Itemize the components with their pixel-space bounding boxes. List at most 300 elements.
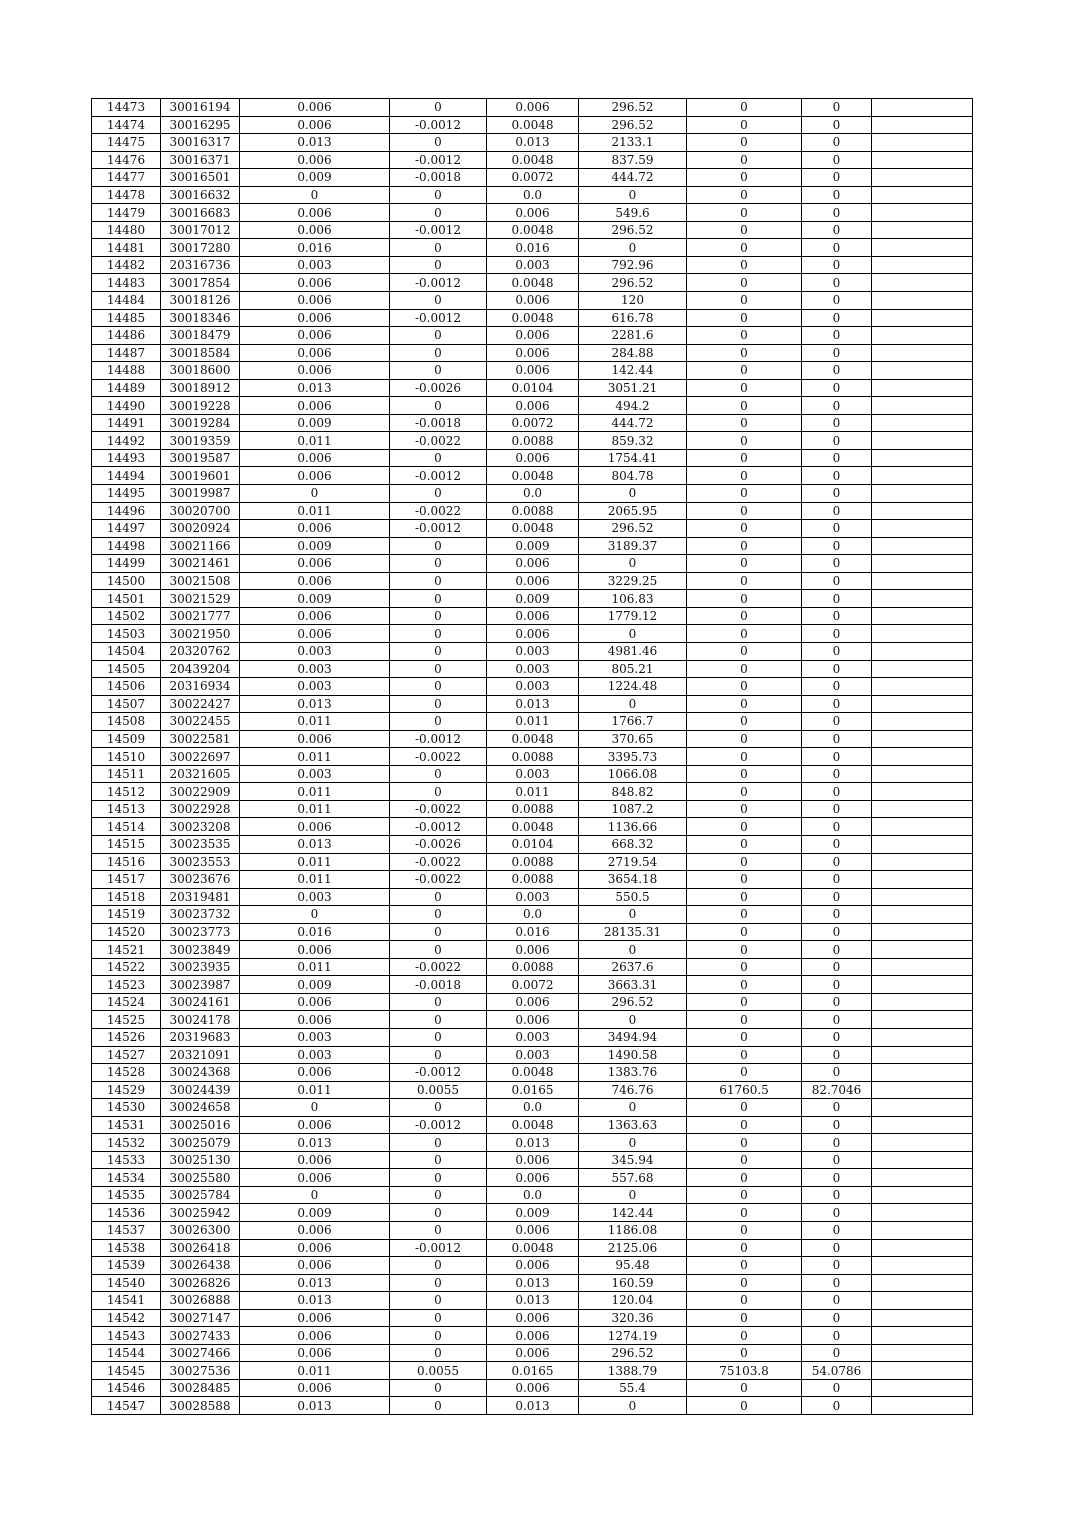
table-row	[92, 1081, 973, 1099]
cell-account-id: 30024178	[161, 1011, 240, 1029]
cell-row-number: 14500	[92, 572, 161, 590]
cell-adjustment: -0.0022	[390, 502, 487, 520]
cell-adjustment: 0	[390, 1274, 487, 1292]
cell-value-c: 0	[687, 1379, 802, 1397]
cell-value-d: 0	[802, 467, 872, 485]
cell-row-number: 14537	[92, 1222, 161, 1240]
cell-amount: 284.88	[579, 344, 687, 362]
cell-amount: 3654.18	[579, 871, 687, 889]
cell-blank	[872, 730, 973, 748]
cell-amount: 848.82	[579, 783, 687, 801]
cell-account-id: 30018584	[161, 344, 240, 362]
cell-account-id: 30016194	[161, 99, 240, 117]
cell-adjustment: -0.0012	[390, 1064, 487, 1082]
cell-row-number: 14541	[92, 1292, 161, 1310]
cell-value-a: 0.006	[240, 1257, 390, 1275]
table-row	[92, 309, 973, 327]
cell-value-a: 0.006	[240, 1116, 390, 1134]
cell-value-a: 0.006	[240, 362, 390, 380]
table-row	[92, 625, 973, 643]
cell-blank	[872, 432, 973, 450]
cell-amount: 1388.79	[579, 1362, 687, 1380]
cell-account-id: 30026438	[161, 1257, 240, 1275]
table-row	[92, 976, 973, 994]
cell-value-d: 0	[802, 1344, 872, 1362]
cell-adjustment: -0.0012	[390, 151, 487, 169]
cell-value-b: 0.013	[487, 1274, 579, 1292]
cell-value-a: 0.013	[240, 1274, 390, 1292]
cell-value-d: 0	[802, 853, 872, 871]
cell-row-number: 14478	[92, 186, 161, 204]
cell-amount: 0	[579, 186, 687, 204]
cell-value-b: 0.0048	[487, 1064, 579, 1082]
cell-amount: 2281.6	[579, 327, 687, 345]
cell-value-c: 0	[687, 941, 802, 959]
table-row	[92, 204, 973, 222]
cell-blank	[872, 800, 973, 818]
table-row	[92, 730, 973, 748]
cell-value-d: 0	[802, 695, 872, 713]
cell-value-d: 0	[802, 590, 872, 608]
cell-account-id: 30017012	[161, 221, 240, 239]
table-row	[92, 169, 973, 187]
cell-value-c: 0	[687, 1011, 802, 1029]
cell-adjustment: 0	[390, 362, 487, 380]
cell-adjustment: 0	[390, 1011, 487, 1029]
cell-amount: 296.52	[579, 520, 687, 538]
cell-value-a: 0.006	[240, 1169, 390, 1187]
cell-blank	[872, 976, 973, 994]
cell-row-number: 14506	[92, 678, 161, 696]
cell-value-d: 0	[802, 414, 872, 432]
cell-adjustment: 0	[390, 256, 487, 274]
cell-value-c: 0	[687, 871, 802, 889]
cell-value-b: 0.006	[487, 99, 579, 117]
cell-value-c: 0	[687, 695, 802, 713]
table-row	[92, 1204, 973, 1222]
cell-account-id: 30016683	[161, 204, 240, 222]
cell-value-b: 0.016	[487, 923, 579, 941]
cell-value-b: 0.0088	[487, 748, 579, 766]
cell-value-b: 0.003	[487, 1028, 579, 1046]
cell-amount: 837.59	[579, 151, 687, 169]
cell-adjustment: 0	[390, 660, 487, 678]
cell-blank	[872, 186, 973, 204]
cell-row-number: 14534	[92, 1169, 161, 1187]
cell-adjustment: -0.0022	[390, 748, 487, 766]
table-row	[92, 871, 973, 889]
cell-row-number: 14497	[92, 520, 161, 538]
cell-adjustment: 0	[390, 344, 487, 362]
cell-account-id: 30017280	[161, 239, 240, 257]
cell-value-a: 0	[240, 186, 390, 204]
table-row	[92, 941, 973, 959]
cell-blank	[872, 748, 973, 766]
cell-value-b: 0.0072	[487, 169, 579, 187]
cell-value-b: 0.006	[487, 1309, 579, 1327]
cell-row-number: 14512	[92, 783, 161, 801]
cell-blank	[872, 1169, 973, 1187]
cell-adjustment: 0	[390, 1186, 487, 1204]
cell-blank	[872, 888, 973, 906]
cell-row-number: 14514	[92, 818, 161, 836]
cell-row-number: 14543	[92, 1327, 161, 1345]
cell-blank	[872, 678, 973, 696]
cell-blank	[872, 414, 973, 432]
cell-account-id: 30027536	[161, 1362, 240, 1380]
table-row	[92, 1186, 973, 1204]
cell-blank	[872, 1046, 973, 1064]
cell-adjustment: 0	[390, 607, 487, 625]
cell-value-b: 0.003	[487, 256, 579, 274]
cell-value-b: 0.0088	[487, 853, 579, 871]
cell-account-id: 30018126	[161, 292, 240, 310]
cell-amount: 28135.31	[579, 923, 687, 941]
cell-value-b: 0.003	[487, 1046, 579, 1064]
cell-value-a: 0.011	[240, 748, 390, 766]
cell-row-number: 14515	[92, 835, 161, 853]
cell-adjustment: -0.0022	[390, 800, 487, 818]
cell-value-a: 0.006	[240, 292, 390, 310]
cell-amount: 1274.19	[579, 1327, 687, 1345]
cell-blank	[872, 239, 973, 257]
cell-value-c: 0	[687, 730, 802, 748]
cell-value-d: 0	[802, 730, 872, 748]
cell-adjustment: -0.0012	[390, 818, 487, 836]
cell-value-a: 0.006	[240, 1151, 390, 1169]
cell-row-number: 14503	[92, 625, 161, 643]
cell-amount: 3189.37	[579, 537, 687, 555]
cell-value-d: 0	[802, 783, 872, 801]
cell-amount: 746.76	[579, 1081, 687, 1099]
cell-adjustment: 0	[390, 923, 487, 941]
cell-value-d: 0	[802, 1116, 872, 1134]
cell-account-id: 30025130	[161, 1151, 240, 1169]
cell-blank	[872, 713, 973, 731]
cell-amount: 120	[579, 292, 687, 310]
cell-amount: 0	[579, 555, 687, 573]
cell-amount: 296.52	[579, 993, 687, 1011]
cell-value-b: 0.0048	[487, 1239, 579, 1257]
table-row	[92, 1169, 973, 1187]
cell-blank	[872, 1239, 973, 1257]
cell-amount: 550.5	[579, 888, 687, 906]
table-row	[92, 1099, 973, 1117]
table-row	[92, 1362, 973, 1380]
cell-value-d: 0	[802, 292, 872, 310]
cell-account-id: 30026888	[161, 1292, 240, 1310]
cell-value-a: 0.003	[240, 1028, 390, 1046]
cell-value-c: 0	[687, 309, 802, 327]
cell-value-c: 0	[687, 835, 802, 853]
cell-value-b: 0.016	[487, 239, 579, 257]
cell-amount: 1066.08	[579, 765, 687, 783]
cell-value-b: 0.0165	[487, 1362, 579, 1380]
cell-row-number: 14531	[92, 1116, 161, 1134]
cell-value-b: 0.006	[487, 292, 579, 310]
cell-adjustment: -0.0022	[390, 432, 487, 450]
cell-value-a: 0.011	[240, 502, 390, 520]
cell-account-id: 30026300	[161, 1222, 240, 1240]
cell-value-d: 0	[802, 818, 872, 836]
cell-adjustment: 0	[390, 186, 487, 204]
cell-value-c: 0	[687, 1344, 802, 1362]
cell-account-id: 30021529	[161, 590, 240, 608]
table-row	[92, 572, 973, 590]
cell-value-b: 0.011	[487, 783, 579, 801]
cell-value-c: 0	[687, 958, 802, 976]
cell-value-a: 0.006	[240, 327, 390, 345]
cell-value-c: 0	[687, 1099, 802, 1117]
cell-row-number: 14504	[92, 642, 161, 660]
cell-value-a: 0.009	[240, 537, 390, 555]
cell-blank	[872, 449, 973, 467]
cell-account-id: 30022427	[161, 695, 240, 713]
cell-adjustment: 0	[390, 590, 487, 608]
cell-value-d: 0	[802, 572, 872, 590]
cell-value-b: 0.013	[487, 1292, 579, 1310]
cell-blank	[872, 642, 973, 660]
cell-account-id: 30022697	[161, 748, 240, 766]
cell-value-b: 0.006	[487, 327, 579, 345]
table-row	[92, 502, 973, 520]
cell-blank	[872, 1397, 973, 1415]
cell-value-a: 0.016	[240, 923, 390, 941]
cell-value-c: 0	[687, 590, 802, 608]
cell-value-b: 0.0048	[487, 1116, 579, 1134]
cell-adjustment: 0	[390, 555, 487, 573]
cell-row-number: 14498	[92, 537, 161, 555]
cell-row-number: 14529	[92, 1081, 161, 1099]
cell-adjustment: -0.0012	[390, 730, 487, 748]
cell-row-number: 14527	[92, 1046, 161, 1064]
cell-value-d: 0	[802, 958, 872, 976]
cell-row-number: 14526	[92, 1028, 161, 1046]
cell-value-a: 0.006	[240, 520, 390, 538]
table-row	[92, 1011, 973, 1029]
cell-value-a: 0.013	[240, 835, 390, 853]
cell-value-d: 0	[802, 1327, 872, 1345]
table-row	[92, 1151, 973, 1169]
cell-amount: 3494.94	[579, 1028, 687, 1046]
cell-value-d: 0	[802, 449, 872, 467]
cell-row-number: 14532	[92, 1134, 161, 1152]
cell-blank	[872, 467, 973, 485]
cell-blank	[872, 1064, 973, 1082]
cell-value-a: 0.006	[240, 555, 390, 573]
cell-account-id: 30016295	[161, 116, 240, 134]
cell-value-a: 0.009	[240, 590, 390, 608]
cell-value-d: 0	[802, 1397, 872, 1415]
table-row	[92, 397, 973, 415]
cell-value-c: 0	[687, 1169, 802, 1187]
cell-account-id: 30021461	[161, 555, 240, 573]
cell-amount: 494.2	[579, 397, 687, 415]
cell-value-d: 0	[802, 362, 872, 380]
cell-value-d: 0	[802, 99, 872, 117]
cell-account-id: 30016501	[161, 169, 240, 187]
cell-value-d: 0	[802, 239, 872, 257]
cell-blank	[872, 1134, 973, 1152]
cell-value-d: 0	[802, 607, 872, 625]
cell-row-number: 14546	[92, 1379, 161, 1397]
cell-account-id: 30016632	[161, 186, 240, 204]
cell-value-a: 0.006	[240, 449, 390, 467]
cell-adjustment: 0	[390, 783, 487, 801]
cell-value-a: 0.011	[240, 783, 390, 801]
cell-value-a: 0.006	[240, 204, 390, 222]
cell-account-id: 30022581	[161, 730, 240, 748]
cell-value-b: 0.0088	[487, 871, 579, 889]
cell-adjustment: 0	[390, 906, 487, 924]
cell-value-b: 0.0048	[487, 309, 579, 327]
cell-value-a: 0.003	[240, 256, 390, 274]
table-row	[92, 449, 973, 467]
cell-row-number: 14542	[92, 1309, 161, 1327]
table-row	[92, 1222, 973, 1240]
cell-amount: 142.44	[579, 362, 687, 380]
cell-value-c: 75103.8	[687, 1362, 802, 1380]
cell-row-number: 14483	[92, 274, 161, 292]
cell-adjustment: -0.0012	[390, 1239, 487, 1257]
cell-account-id: 30019587	[161, 449, 240, 467]
cell-row-number: 14490	[92, 397, 161, 415]
cell-adjustment: 0	[390, 1344, 487, 1362]
cell-value-d: 0	[802, 1257, 872, 1275]
table-row	[92, 1134, 973, 1152]
cell-value-a: 0.006	[240, 274, 390, 292]
cell-value-d: 0	[802, 485, 872, 503]
cell-account-id: 30023208	[161, 818, 240, 836]
cell-account-id: 30023676	[161, 871, 240, 889]
cell-value-c: 0	[687, 1186, 802, 1204]
cell-value-b: 0.006	[487, 625, 579, 643]
cell-blank	[872, 555, 973, 573]
cell-account-id: 30027147	[161, 1309, 240, 1327]
cell-value-c: 0	[687, 502, 802, 520]
cell-account-id: 30017854	[161, 274, 240, 292]
cell-account-id: 20439204	[161, 660, 240, 678]
cell-adjustment: -0.0012	[390, 1116, 487, 1134]
cell-blank	[872, 274, 973, 292]
cell-blank	[872, 520, 973, 538]
cell-adjustment: -0.0026	[390, 379, 487, 397]
cell-row-number: 14475	[92, 134, 161, 152]
table-row	[92, 800, 973, 818]
cell-value-c: 0	[687, 976, 802, 994]
cell-amount: 1490.58	[579, 1046, 687, 1064]
cell-adjustment: 0	[390, 678, 487, 696]
cell-value-c: 0	[687, 292, 802, 310]
cell-adjustment: 0	[390, 888, 487, 906]
cell-amount: 320.36	[579, 1309, 687, 1327]
cell-value-b: 0.013	[487, 1134, 579, 1152]
cell-blank	[872, 309, 973, 327]
cell-amount: 3229.25	[579, 572, 687, 590]
cell-value-a: 0.006	[240, 572, 390, 590]
table-row	[92, 906, 973, 924]
cell-value-b: 0.006	[487, 204, 579, 222]
table-row	[92, 993, 973, 1011]
cell-value-d: 0	[802, 1204, 872, 1222]
cell-blank	[872, 835, 973, 853]
cell-row-number: 14482	[92, 256, 161, 274]
cell-blank	[872, 1151, 973, 1169]
table-row	[92, 888, 973, 906]
cell-row-number: 14488	[92, 362, 161, 380]
cell-value-a: 0	[240, 1186, 390, 1204]
cell-value-d: 0	[802, 1151, 872, 1169]
cell-value-b: 0.0	[487, 186, 579, 204]
cell-blank	[872, 1379, 973, 1397]
cell-amount: 804.78	[579, 467, 687, 485]
cell-adjustment: -0.0018	[390, 976, 487, 994]
cell-amount: 2637.6	[579, 958, 687, 976]
cell-value-c: 0	[687, 1204, 802, 1222]
cell-value-b: 0.0	[487, 906, 579, 924]
table-row	[92, 116, 973, 134]
cell-blank	[872, 695, 973, 713]
table-row	[92, 134, 973, 152]
cell-blank	[872, 379, 973, 397]
cell-account-id: 30027433	[161, 1327, 240, 1345]
cell-row-number: 14518	[92, 888, 161, 906]
table-row	[92, 1257, 973, 1275]
cell-amount: 0	[579, 906, 687, 924]
table-row	[92, 274, 973, 292]
cell-value-a: 0.006	[240, 941, 390, 959]
table-row	[92, 1292, 973, 1310]
cell-value-c: 0	[687, 221, 802, 239]
cell-amount: 616.78	[579, 309, 687, 327]
cell-account-id: 30023935	[161, 958, 240, 976]
cell-row-number: 14492	[92, 432, 161, 450]
cell-value-d: 0	[802, 1064, 872, 1082]
cell-value-d: 0	[802, 748, 872, 766]
cell-account-id: 30026826	[161, 1274, 240, 1292]
cell-value-a: 0.006	[240, 397, 390, 415]
cell-blank	[872, 151, 973, 169]
cell-amount: 106.83	[579, 590, 687, 608]
cell-value-b: 0.006	[487, 1344, 579, 1362]
cell-row-number: 14481	[92, 239, 161, 257]
cell-value-b: 0.006	[487, 993, 579, 1011]
cell-row-number: 14493	[92, 449, 161, 467]
cell-value-c: 0	[687, 327, 802, 345]
cell-blank	[872, 1222, 973, 1240]
cell-value-c: 0	[687, 204, 802, 222]
cell-account-id: 30024439	[161, 1081, 240, 1099]
cell-blank	[872, 204, 973, 222]
cell-row-number: 14513	[92, 800, 161, 818]
table-row	[92, 607, 973, 625]
cell-value-d: 0	[802, 835, 872, 853]
table-row	[92, 1274, 973, 1292]
cell-adjustment: -0.0022	[390, 853, 487, 871]
cell-value-c: 0	[687, 256, 802, 274]
cell-value-b: 0.006	[487, 449, 579, 467]
cell-row-number: 14525	[92, 1011, 161, 1029]
cell-row-number: 14516	[92, 853, 161, 871]
cell-value-a: 0.006	[240, 818, 390, 836]
cell-value-c: 0	[687, 572, 802, 590]
cell-value-a: 0.016	[240, 239, 390, 257]
cell-value-a: 0.003	[240, 660, 390, 678]
cell-value-d: 82.7046	[802, 1081, 872, 1099]
cell-blank	[872, 1362, 973, 1380]
table-row	[92, 555, 973, 573]
cell-amount: 0	[579, 1011, 687, 1029]
